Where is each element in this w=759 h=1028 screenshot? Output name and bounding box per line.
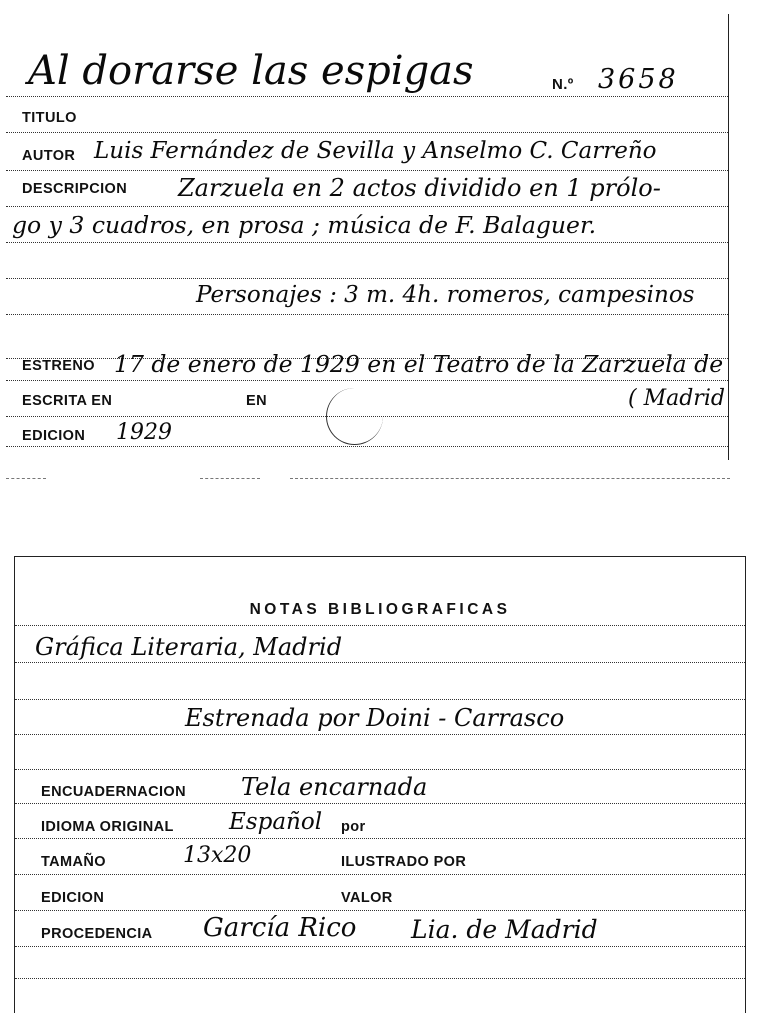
procedencia-handwritten: García Rico [203, 913, 357, 943]
rule [15, 734, 745, 735]
encuadernacion-label: ENCUADERNACION [41, 784, 186, 800]
number-label: N.º [552, 76, 574, 93]
rule [15, 625, 745, 626]
rule [6, 278, 728, 279]
rule [6, 206, 728, 207]
notes-heading: NOTAS BIBLIOGRAFICAS [249, 601, 511, 618]
en-label: EN [246, 393, 267, 409]
idioma-label: IDIOMA ORIGINAL [41, 819, 174, 835]
rule [15, 662, 745, 663]
encuadernacion-handwritten: Tela encarnada [241, 773, 428, 801]
card-edge-dash [290, 478, 730, 479]
catalog-number: 3658 [598, 64, 679, 95]
edicion-handwritten: 1929 [116, 420, 172, 445]
rule [6, 242, 728, 243]
edicion-label: EDICION [22, 428, 86, 444]
circular-stamp-mark [326, 388, 383, 445]
rule [15, 803, 745, 804]
rule [6, 132, 728, 133]
autor-handwritten: Luis Fernández de Sevilla y Anselmo C. Carreño [94, 138, 657, 164]
edicion-label: EDICION [41, 890, 105, 906]
madrid-handwritten: ( Madrid [628, 386, 725, 411]
title-handwritten: Al dorarse las espigas [28, 48, 474, 94]
notes-handwritten-line2: Estrenada por Doini - Carrasco [185, 704, 565, 732]
descripcion-line1: Zarzuela en 2 actos dividido en 1 prólo- [178, 174, 661, 202]
ilustrado-label: ILUSTRADO POR [341, 854, 467, 870]
rule [6, 170, 728, 171]
tamano-handwritten: 13x20 [183, 843, 252, 868]
idioma-handwritten: Español [229, 809, 323, 835]
catalog-card-notes [14, 556, 746, 1013]
procedencia-handwritten-2: Lia. de Madrid [411, 915, 598, 944]
autor-label: AUTOR [22, 148, 76, 164]
descripcion-line2: go y 3 cuadros, en prosa ; música de F. Balaguer. [12, 211, 597, 239]
card-edge-dash [200, 478, 260, 479]
procedencia-label: PROCEDENCIA [41, 926, 153, 942]
descripcion-label: DESCRIPCION [22, 181, 128, 197]
rule [15, 910, 745, 911]
rule [15, 874, 745, 875]
rule [6, 96, 728, 97]
estreno-label: ESTRENO [22, 358, 95, 374]
rule [15, 978, 745, 979]
valor-label: VALOR [341, 890, 393, 906]
rule [6, 314, 728, 315]
rule [15, 946, 745, 947]
por-label: por [341, 819, 366, 835]
notes-handwritten-line1: Gráfica Literaria, Madrid [35, 633, 343, 661]
card-edge-dash [6, 478, 46, 479]
rule [15, 699, 745, 700]
titulo-label: TITULO [22, 110, 77, 126]
rule [6, 446, 728, 447]
rule [6, 380, 728, 381]
escrita-label: ESCRITA EN [22, 393, 113, 409]
tamano-label: TAMAÑO [41, 854, 106, 870]
rule [15, 769, 745, 770]
estreno-handwritten: 17 de enero de 1929 en el Teatro de la Zarzuela de [114, 350, 724, 378]
rule [15, 838, 745, 839]
personajes-handwritten: Personajes : 3 m. 4h. romeros, campesinos [196, 282, 695, 308]
